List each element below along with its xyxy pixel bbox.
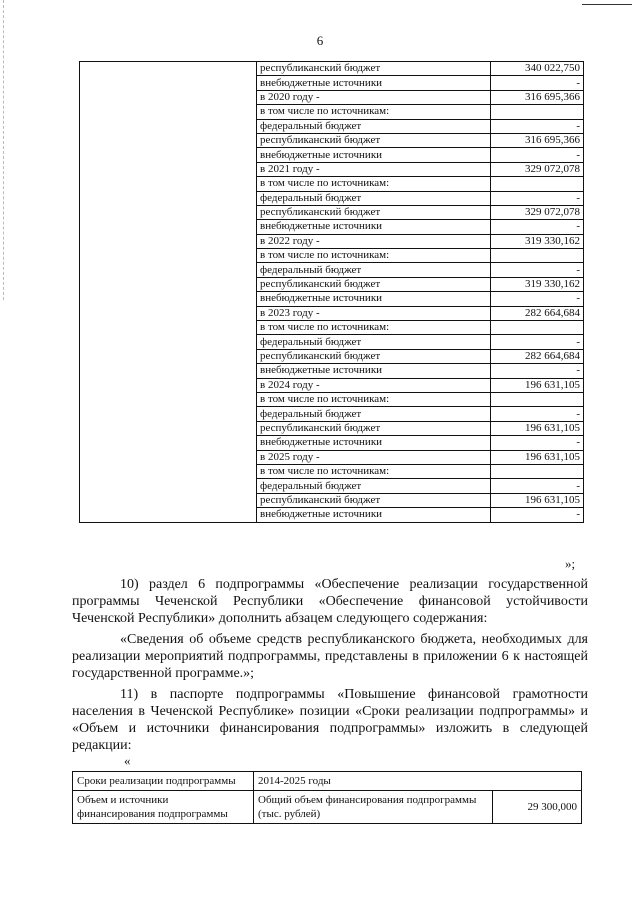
funding-table-body [80,62,584,523]
row-label: внебюджетные источники [257,220,491,234]
row-label: в том числе по источникам: [257,321,491,335]
row-value: 316 695,366 [491,90,584,104]
empty-left-cell [80,62,257,523]
row-value: 319 330,162 [491,277,584,291]
row-value: - [491,148,584,162]
row-value: 196 631,105 [491,421,584,435]
row-value: - [491,220,584,234]
row-label: в том числе по источникам: [257,249,491,263]
row-label: в том числе по источникам: [257,392,491,406]
row-label: в том числе по источникам: [257,105,491,119]
row-label: республиканский бюджет [257,349,491,363]
row-label: внебюджетные источники [257,76,491,90]
row-label: внебюджетные источники [257,364,491,378]
row-value: - [491,508,584,522]
row-label: республиканский бюджет [257,205,491,219]
row-value [491,177,584,191]
row-label: в том числе по источникам: [257,177,491,191]
row-value [491,249,584,263]
row-value [491,392,584,406]
top-rule [582,4,632,5]
row-label: внебюджетные источники [257,148,491,162]
row-value: 316 695,366 [491,133,584,147]
row-value: 282 664,684 [491,349,584,363]
row-value: - [491,119,584,133]
row-value: 196 631,105 [491,493,584,507]
row-label: федеральный бюджет [257,119,491,133]
row-value: - [491,364,584,378]
row-value: 329 072,078 [491,205,584,219]
row-value [491,105,584,119]
row-label: в 2020 году - [257,90,491,104]
row-value: - [491,263,584,277]
row-label: федеральный бюджет [257,335,491,349]
row-value: - [491,335,584,349]
row-label: федеральный бюджет [257,479,491,493]
row-label: в том числе по источникам: [257,464,491,478]
row-label: республиканский бюджет [257,133,491,147]
row-value [491,464,584,478]
row-value: 196 631,105 [491,450,584,464]
open-quote: « [124,753,131,768]
row-label: внебюджетные источники [257,508,491,522]
closing-quote: »; [565,556,576,571]
table-row [73,791,582,824]
funding-value: 29 300,000 [493,791,582,824]
row-label: республиканский бюджет [257,493,491,507]
funding-description: Общий объем финансирования подпрограммы (тыс. рублей) [254,791,493,824]
row-value: - [491,479,584,493]
subprogram-table [72,771,582,824]
row-value: 329 072,078 [491,162,584,176]
term-value: 2014-2025 годы [254,772,582,791]
funding-table [79,61,584,523]
row-label: федеральный бюджет [257,263,491,277]
row-value: 340 022,750 [491,62,584,76]
row-label: внебюджетные источники [257,436,491,450]
term-label: Сроки реализации подпрограммы [73,772,254,791]
row-label: республиканский бюджет [257,277,491,291]
row-value: 282 664,684 [491,306,584,320]
row-label: в 2023 году - [257,306,491,320]
paragraph-10: 10) раздел 6 подпрограммы «Обеспечение реализации государственной программы Чеченской Республики «Обеспечение финансовой устойчивости Чеченской Республики» дополнить абзацем следующего содержания: [72,577,588,626]
paragraph-11: 11) в паспорте подпрограммы «Повышение финансовой грамотности населения в Чеченской Республике» позиции «Сроки реализации подпрограммы» и «Объем и источники финансирования подпрограммы» изложить в следующей редакции: [72,687,588,753]
row-value: 319 330,162 [491,234,584,248]
table-row [80,62,584,76]
row-value: - [491,191,584,205]
row-label: в 2021 году - [257,162,491,176]
row-value [491,321,584,335]
row-label: республиканский бюджет [257,62,491,76]
row-label: в 2025 году - [257,450,491,464]
table-row [73,772,582,791]
row-label: внебюджетные источники [257,292,491,306]
row-label: федеральный бюджет [257,407,491,421]
funding-label: Объем и источники финансирования подпрограммы [73,791,254,824]
row-value: - [491,436,584,450]
page-number: 6 [316,33,324,48]
row-value: - [491,292,584,306]
row-label: в 2022 году - [257,234,491,248]
row-label: федеральный бюджет [257,191,491,205]
row-value: - [491,407,584,421]
row-value: 196 631,105 [491,378,584,392]
row-label: республиканский бюджет [257,421,491,435]
paragraph-quote: «Сведения об объеме средств республиканского бюджета, необходимых для реализации мероприятий подпрограммы, представлены в приложении 6 к настоящей государственной программе.»; [72,632,588,681]
row-label: в 2024 году - [257,378,491,392]
row-value: - [491,76,584,90]
